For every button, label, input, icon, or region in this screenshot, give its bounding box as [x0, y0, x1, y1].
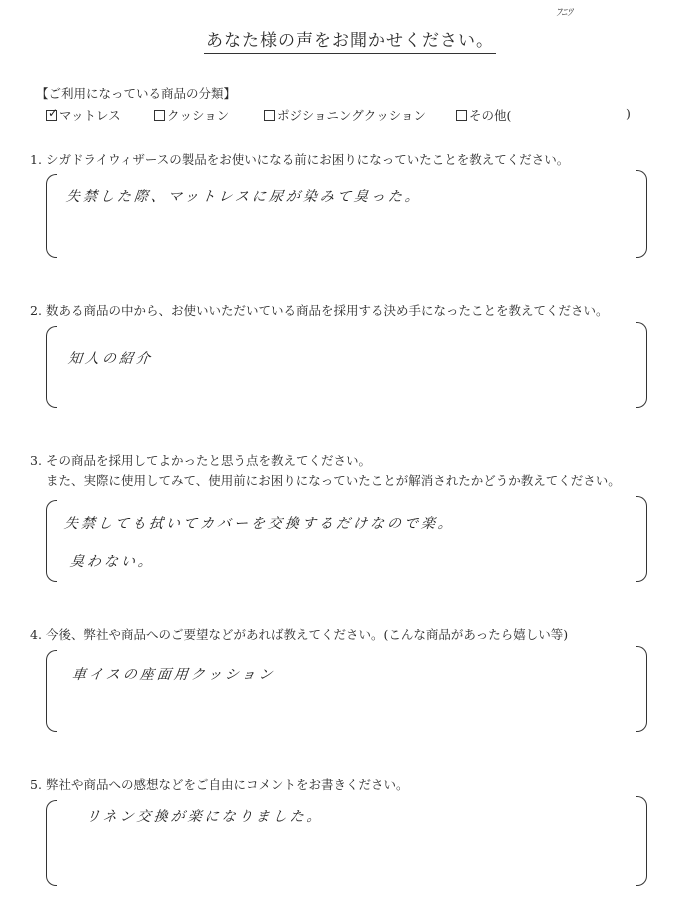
question-number: 2. [30, 303, 42, 318]
other-close-paren: ) [626, 106, 631, 121]
title-text: あなた様の声をお聞かせください。 [204, 31, 496, 54]
check-mark-icon: ✓ [48, 106, 59, 120]
option-label: マットレス [59, 108, 121, 123]
answer-1-line-1[interactable]: 失禁した際、マットレスに尿が染みて臭った。 [65, 189, 423, 205]
question-number: 5. [30, 777, 42, 792]
option-label: クッション [167, 108, 230, 123]
category-option-cushion[interactable] [154, 106, 229, 124]
category-option-mattress[interactable] [46, 106, 121, 124]
question-5 [30, 775, 670, 795]
corner-note: ﾌﾆﾂ [556, 6, 573, 19]
answer-5-line-1[interactable]: リネン交換が楽になりました。 [85, 809, 325, 825]
answer-bracket-left [46, 650, 57, 732]
question-number: 3. [30, 453, 42, 468]
answer-bracket-right [636, 646, 647, 732]
question-4 [30, 625, 670, 645]
answer-bracket-left [46, 800, 57, 886]
answer-bracket-right [636, 496, 647, 582]
checkbox-mattress[interactable] [46, 106, 59, 121]
question-2 [30, 301, 670, 321]
form-title [0, 26, 700, 51]
category-option-other[interactable] [456, 106, 511, 124]
question-3 [30, 451, 670, 471]
question-text: また、実際に使用してみて、使用前にお困りになっていたことが解消されたかどうか教えてください。 [46, 473, 621, 488]
category-option-positioning-cushion[interactable] [264, 106, 426, 124]
question-text: その商品を採用してよかったと思う点を教えてください。 [46, 453, 372, 468]
answer-bracket-left [46, 326, 57, 408]
answer-2-line-1[interactable]: 知人の紹介 [67, 351, 154, 367]
question-text: 弊社や商品への感想などをご自由にコメントをお書きください。 [46, 777, 409, 792]
answer-bracket-right [636, 322, 647, 408]
option-label: その他( [469, 108, 512, 123]
question-1 [30, 150, 670, 170]
question-3-line-2 [30, 471, 670, 491]
answer-bracket-left [46, 500, 57, 582]
question-number: 4. [30, 627, 42, 642]
checkbox-other[interactable] [456, 110, 467, 121]
answer-bracket-left [46, 174, 57, 258]
category-heading: 【ご利用になっている商品の分類】 [36, 86, 237, 101]
question-number: 1. [30, 152, 42, 167]
checkbox-positioning-cushion[interactable] [264, 110, 275, 121]
answer-3-line-2[interactable]: 臭わない。 [69, 554, 156, 570]
checkbox-cushion[interactable] [154, 110, 165, 121]
question-text: 今後、弊社や商品へのご要望などがあれば教えてください。(こんな商品があったら嬉しい等) [46, 627, 569, 642]
answer-bracket-right [636, 796, 647, 886]
answer-3-line-1[interactable]: 失禁しても拭いてカバーを交換するだけなので楽。 [63, 516, 456, 532]
question-text: 数ある商品の中から、お使いいただいている商品を採用する決め手になったことを教えてください。 [46, 303, 609, 318]
answer-4-line-1[interactable]: 車イスの座面用クッション [71, 667, 277, 683]
option-label: ポジショニングクッション [277, 108, 426, 123]
answer-bracket-right [636, 170, 647, 258]
question-text: シガドライウィザースの製品をお使いになる前にお困りになっていたことを教えてください。 [46, 152, 570, 167]
category-options [46, 106, 666, 126]
